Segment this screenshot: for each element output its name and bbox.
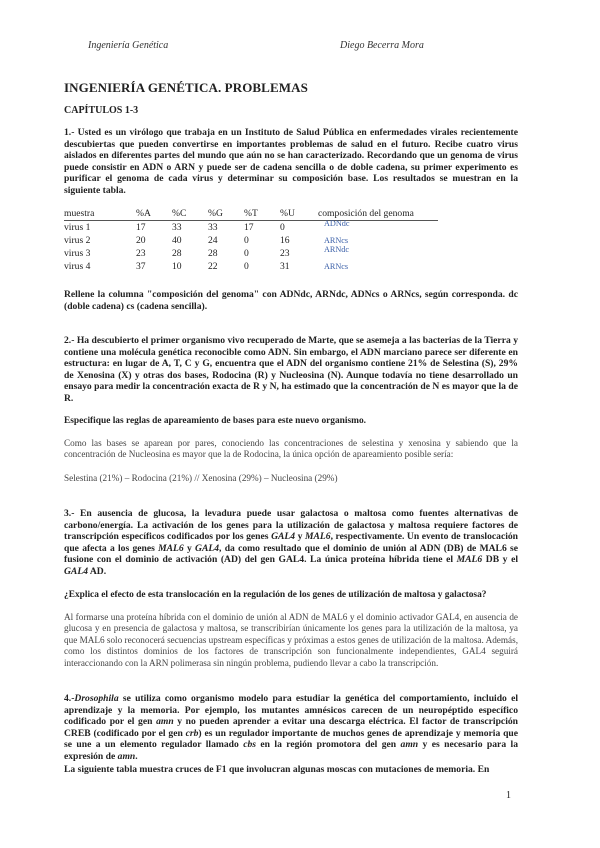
table-cell: 10	[172, 261, 182, 272]
gene-mal6: MAL6	[456, 554, 483, 566]
table-cell: 16	[280, 235, 290, 246]
table-cell: 33	[172, 222, 182, 233]
table-cell: 28	[172, 248, 182, 259]
table-cell: 22	[208, 261, 218, 272]
gene-gal4: GAL4	[64, 565, 88, 577]
problem-2-statement: 2.- Ha descubierto el primer organismo vivo recuperado de Marte, que se asemeja a las bacterias de la Tierra y contiene una molécula genética reconocible como ADN. Sin embargo, el ADN marciano parece ser diferente en estructura: en lugar de A, T, C y G, encuentra que el ADN del organismo contiene 21% de Selestina (S), 29% de Xenosina (X) y otras dos bases, Rodocina (R) y Nucleosina (N). Aunque todavía no tiene desarrollado un ensayo para medir la concentración exacta de R y N, ha estimado que la concentración de N es mayor que la de R.	[64, 335, 518, 404]
table-cell: 17	[136, 222, 146, 233]
table-cell: 31	[280, 261, 290, 272]
problem-1-instruction: Rellene la columna "composición del genoma" con ADNdc, ARNdc, ADNcs o ARNcs, según corresponda. dc (doble cadena) cs (cadena sencilla).	[64, 289, 518, 312]
column-header: %T	[244, 207, 258, 219]
table-cell: virus 1	[64, 222, 91, 233]
table-cell: virus 4	[64, 261, 91, 272]
problem-4-statement: 4.-Drosophila se utiliza como organismo modelo para estudiar la genética del comportamiento, incluido el aprendizaje y la memoria. Por ejemplo, los mutantes amnésicos carecen de un neuropéptido específico codificado por el gen amn y no pueden aprender a evitar una descarga eléctrica. El factor de transcripción CREB (codificado por el gen crb) es un regulador importante de muchos genes de aprendizaje y memoria que se une a un elemento regulador llamado cbs en la región promotora del gen amn y es necesario para la expresión de amn.	[64, 693, 518, 762]
table-row	[64, 247, 438, 260]
problem-2-question: Especifique las reglas de apareamiento de bases para este nuevo organismo.	[64, 416, 366, 426]
column-header: muestra	[64, 207, 95, 219]
table-cell: virus 2	[64, 235, 91, 246]
table-cell: 37	[136, 261, 146, 272]
table-cell: 28	[208, 248, 218, 259]
table-cell: 23	[136, 248, 146, 259]
table-cell: 24	[208, 235, 218, 246]
table-cell: 0	[244, 261, 249, 272]
problem-3-statement: 3.- En ausencia de glucosa, la levadura puede usar galactosa o maltosa como fuentes alternativas de carbono/energía. La activación de los genes para la utilización de galactosa y maltosa requiere factores de transcripción específicos codificados por los genes GAL4 y MAL6, respectivamente. Un evento de translocación que afecta a los genes MAL6 y GAL4, da como resultado que el dominio de unión al ADN (DB) de MAL6 se fusione con el dominio de activación (AD) del gen GAL4. La única proteína híbrida tiene el MAL6 DB y el GAL4 AD.	[64, 508, 519, 577]
table-cell: 20	[136, 235, 146, 246]
column-header: composición del genoma	[318, 207, 414, 219]
table-cell: 0	[280, 222, 285, 233]
table-row	[64, 234, 438, 247]
genome-answer: ADNdc	[324, 219, 350, 228]
gene-mal6: MAL6	[304, 531, 331, 543]
genome-answer-cell	[318, 221, 438, 235]
gene-amn: amn	[156, 716, 174, 728]
document-title: INGENIERÍA GENÉTICA. PROBLEMAS	[64, 80, 308, 95]
gene-amn: amn	[117, 750, 136, 762]
problem-3-answer: Al formarse una proteína híbrida con el dominio de unión al ADN de MAL6 y el dominio activador GAL4, en ausencia de glucosa y en presencia de galactosa y maltosa, se transcribirían únicamente los genes para la utilización de la maltosa, ya que MAL6 solo reconocerá secuencias upstream específicas y próximas a estos genes de utilización de la maltosa. Además, como los distintos dominios de los factores de transcripción son funcionalmente independientes, GAL4 seguirá interaccionando con la ARN polimerasa sin ningún problema, pudiendo llevar a cabo la transcripción.	[64, 612, 518, 668]
table-row	[64, 260, 438, 273]
header-right: Diego Becerra Mora	[340, 40, 424, 51]
column-header: %C	[172, 207, 187, 219]
column-header: %G	[208, 207, 223, 219]
table-header-row	[64, 206, 438, 221]
chapters-heading: CAPÍTULOS 1-3	[64, 105, 139, 116]
gene-gal4: GAL4	[271, 531, 296, 543]
organism-name: Drosophila	[74, 693, 119, 704]
problem-2-answer: Como las bases se aparean por pares, conociendo las concentraciones de selestina y xenosina y sabiendo que la concentración de Nucleosina es mayor que la de Rodocina, la única opción de apareamiento posible sería:	[64, 438, 518, 460]
gene-gal4: GAL4	[195, 542, 220, 554]
genome-answer-cell	[318, 247, 438, 260]
table-cell: 23	[280, 248, 290, 259]
genome-answer-cell	[318, 260, 438, 273]
header-left: Ingeniería Genética	[88, 40, 169, 51]
problem-1-statement: 1.- Usted es un virólogo que trabaja en un Instituto de Salud Pública en enfermedades virales recientemente descubiertas que pueden convertirse en importantes problemas de salud en el futuro. Recibe cuatro virus aislados en diferentes partes del mundo que aún no se han caracterizado. Recordando que un genoma de virus puede consistir en ADN o ARN y puede ser de cadena sencilla o de doble cadena, su primer experimento es purificar el genoma de cada virus y determinar su composición base. Los resultados se muestran en la siguiente tabla.	[64, 127, 518, 196]
table-cell: 33	[208, 222, 218, 233]
element-cbs: cbs	[243, 739, 256, 751]
problem-2-pairing: Selestina (21%) – Rodocina (21%) // Xenosina (29%) – Nucleosina (29%)	[64, 473, 338, 483]
table-cell: 40	[172, 235, 182, 246]
genome-answer: ARNdc	[324, 245, 350, 254]
table-cell: 0	[244, 248, 249, 259]
column-header: %U	[280, 207, 295, 219]
table-cell: 0	[244, 235, 249, 246]
genome-composition-table	[64, 206, 438, 273]
gene-mal6: MAL6	[158, 542, 184, 554]
problem-4-continuation: La siguiente tabla muestra cruces de F1 que involucran algunas moscas con mutaciones de memoria. En	[64, 764, 490, 775]
column-header: %A	[136, 207, 151, 219]
gene-amn: amn	[400, 739, 419, 751]
genome-answer: ARNcs	[324, 236, 349, 245]
problem-3-question: ¿Explica el efecto de esta translocación en la regulación de los genes de utilización de maltosa y galactosa?	[64, 590, 487, 600]
genome-answer: ARNcs	[324, 262, 349, 271]
table-row	[64, 221, 438, 235]
table-cell: virus 3	[64, 248, 91, 259]
table-cell: 17	[244, 222, 254, 233]
gene-crb: crb	[185, 727, 199, 739]
page-number: 1	[506, 790, 511, 801]
